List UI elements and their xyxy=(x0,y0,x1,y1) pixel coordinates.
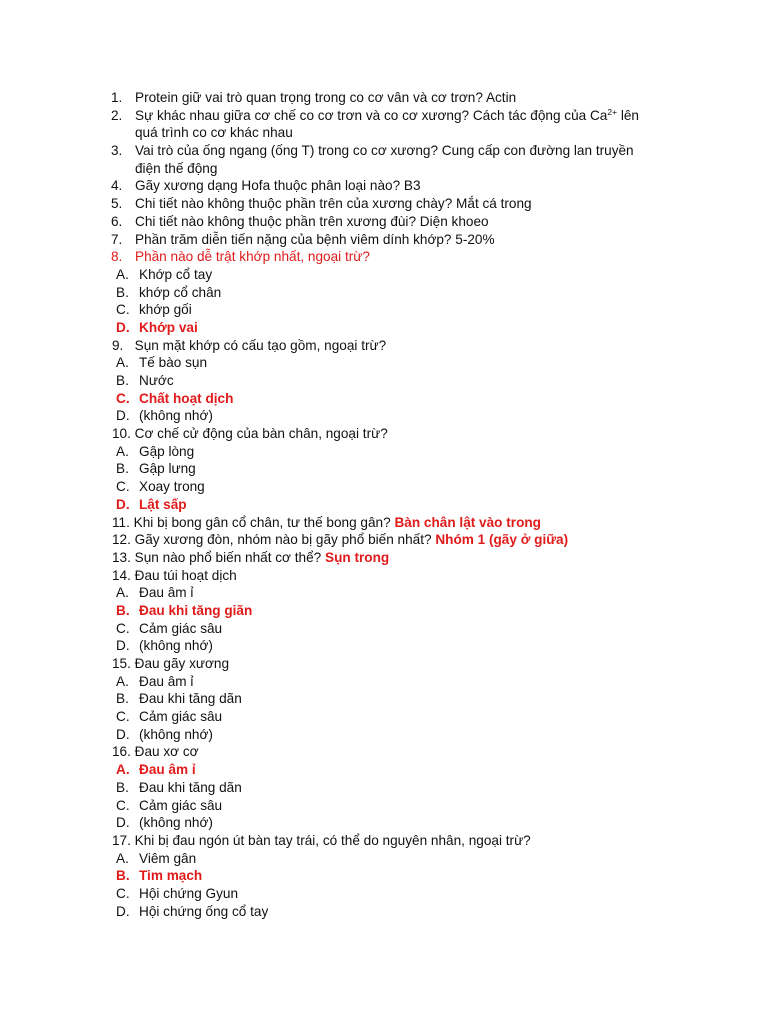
question-text: Vai trò của ống ngang (ống T) trong co cơ xương? Cung cấp con đường lan truyền xyxy=(135,143,634,159)
option-letter: C. xyxy=(116,302,130,318)
question-text: 15. Đau gãy xương xyxy=(112,656,230,671)
option-text: Xoay trong xyxy=(139,479,205,495)
option-text: Gập lòng xyxy=(139,443,195,459)
question-7 xyxy=(0,231,768,249)
question-text: 14. Đau túi hoạt dịch xyxy=(112,567,237,583)
option-text: (không nhớ) xyxy=(139,726,213,742)
option xyxy=(0,478,768,496)
question-text: 17. Khi bị đau ngón út bàn tay trái, có thể do nguyên nhân, ngoại trừ? xyxy=(112,832,531,848)
option-text: (không nhớ) xyxy=(139,815,213,831)
document-page xyxy=(0,89,768,920)
option-letter: D. xyxy=(116,319,130,335)
question-text: 10. Cơ chế cử động của bàn chân, ngoại trừ? xyxy=(112,426,388,442)
option-text: Cảm giác sâu xyxy=(139,797,223,813)
option xyxy=(0,885,768,903)
question-number: 4. xyxy=(111,178,123,194)
option-text: Đau âm ỉ xyxy=(139,585,194,601)
option xyxy=(0,584,768,602)
option-text: Tim mạch xyxy=(139,868,203,884)
option-letter: C. xyxy=(116,885,130,901)
option xyxy=(0,708,768,726)
option-text: Khớp cổ tay xyxy=(139,266,213,282)
option-correct xyxy=(0,496,768,514)
option-letter: C. xyxy=(116,797,130,813)
option-letter: C. xyxy=(116,390,130,406)
question-number: 2. xyxy=(111,107,123,123)
option xyxy=(0,903,768,921)
option-correct xyxy=(0,319,768,337)
option-text: Hội chứng ống cổ tay xyxy=(139,903,269,919)
option xyxy=(0,779,768,797)
option xyxy=(0,460,768,478)
option-text: Chất hoạt dịch xyxy=(139,390,234,406)
option xyxy=(0,850,768,868)
question-text: 16. Đau xơ cơ xyxy=(112,744,199,760)
question-number: 1. xyxy=(111,90,123,105)
option xyxy=(0,673,768,691)
question-4 xyxy=(0,177,768,195)
option-letter: A. xyxy=(116,673,129,689)
option-text: Đau âm ỉ xyxy=(139,673,194,689)
question-number: 5. xyxy=(111,196,123,212)
option-letter: A. xyxy=(116,355,129,371)
option-text: khớp cổ chân xyxy=(139,284,222,300)
question-number: 8. xyxy=(111,249,123,265)
question-11 xyxy=(0,514,768,532)
question-12 xyxy=(0,531,768,549)
option-letter: A. xyxy=(116,266,129,282)
option-text: Đau khi tăng dãn xyxy=(139,691,242,707)
option xyxy=(0,637,768,655)
question-text xyxy=(112,514,541,532)
option-letter: D. xyxy=(116,496,130,512)
option-letter: B. xyxy=(116,691,129,707)
option-letter: B. xyxy=(116,602,130,618)
answer-text: Bàn chân lật vào trong xyxy=(394,514,541,530)
option-text: khớp gối xyxy=(139,302,192,318)
question-text: Chi tiết nào không thuộc phần trên xương đùi? Diện khoeo xyxy=(135,213,489,229)
option-text: Tế bào sụn xyxy=(139,355,208,371)
question-9 xyxy=(0,337,768,355)
question-text xyxy=(112,531,568,549)
option-text: Đau khi tăng giãn xyxy=(139,602,253,618)
question-prompt: 11. Khi bị bong gân cổ chân, tư thế bong gân? xyxy=(112,514,395,530)
question-text: Chi tiết nào không thuộc phần trên của xương chày? Mắt cá trong xyxy=(135,196,532,212)
question-text: Protein giữ vai trò quan trọng trong co cơ vân và cơ trơn? Actin xyxy=(135,90,517,105)
question-text-part: lên xyxy=(617,107,639,123)
question-text: 9. Sụn mặt khớp có cấu tạo gồm, ngoại trừ? xyxy=(112,337,387,353)
option xyxy=(0,266,768,284)
option xyxy=(0,354,768,372)
question-number: 7. xyxy=(111,231,123,247)
option-text: (không nhớ) xyxy=(139,638,213,654)
option-correct xyxy=(0,761,768,779)
answer-text: Sụn trong xyxy=(325,549,390,565)
option xyxy=(0,726,768,744)
option-letter: A. xyxy=(116,585,129,601)
option-text: Gập lưng xyxy=(139,461,196,477)
question-16 xyxy=(0,743,768,761)
question-text: Phần nào dễ trật khớp nhất, ngoại trừ? xyxy=(135,249,370,265)
option-letter: A. xyxy=(116,762,130,778)
option xyxy=(0,284,768,302)
option-text: Viêm gân xyxy=(139,850,197,866)
question-15 xyxy=(0,655,768,673)
question-14 xyxy=(0,567,768,585)
question-1 xyxy=(0,89,768,107)
question-number: 6. xyxy=(111,213,123,229)
option-letter: B. xyxy=(116,461,129,477)
option-letter: C. xyxy=(116,479,130,495)
question-5 xyxy=(0,195,768,213)
option-letter: B. xyxy=(116,779,129,795)
option-letter: A. xyxy=(116,443,129,459)
option xyxy=(0,690,768,708)
option-letter: D. xyxy=(116,903,130,919)
question-prompt: 13. Sụn nào phổ biến nhất cơ thể? xyxy=(112,549,325,565)
question-number: 3. xyxy=(111,143,123,159)
option-text: Đau âm ỉ xyxy=(139,762,196,778)
question-17 xyxy=(0,832,768,850)
option-text: (không nhớ) xyxy=(139,408,213,424)
question-8 xyxy=(0,248,768,266)
question-text: quá trình co cơ khác nhau xyxy=(135,125,293,141)
option-letter: D. xyxy=(116,408,130,424)
option-text: Hội chứng Gyun xyxy=(139,885,239,901)
option xyxy=(0,797,768,815)
option-letter: C. xyxy=(116,620,130,636)
option xyxy=(0,620,768,638)
question-text: Phần trăm diễn tiến nặng của bệnh viêm dính khớp? 5-20% xyxy=(135,231,495,247)
question-text xyxy=(135,107,639,125)
option-correct xyxy=(0,390,768,408)
option-text: Khớp vai xyxy=(139,319,198,335)
answer-text: Nhóm 1 (gãy ở giữa) xyxy=(435,532,569,548)
question-13 xyxy=(0,549,768,567)
option-text: Cảm giác sâu xyxy=(139,620,223,636)
option-letter: D. xyxy=(116,638,130,654)
option xyxy=(0,443,768,461)
option-letter: B. xyxy=(116,284,129,300)
option-text: Đau khi tăng dãn xyxy=(139,779,242,795)
option-correct xyxy=(0,867,768,885)
question-text: Gãy xương dạng Hofa thuộc phân loại nào? B3 xyxy=(135,178,421,194)
question-text xyxy=(112,549,389,567)
question-3-continued xyxy=(0,160,768,178)
question-6 xyxy=(0,213,768,231)
option-text: Nước xyxy=(139,373,174,388)
question-10 xyxy=(0,425,768,443)
option-letter: B. xyxy=(116,868,130,884)
question-text: điện thế động xyxy=(135,160,218,176)
option xyxy=(0,814,768,832)
option-letter: D. xyxy=(116,726,130,742)
option xyxy=(0,301,768,319)
option-text: Lật sấp xyxy=(139,496,187,512)
option xyxy=(0,372,768,390)
option-letter: B. xyxy=(116,373,129,388)
superscript: 2+ xyxy=(607,106,618,117)
option-letter: D. xyxy=(116,815,130,831)
question-2-continued xyxy=(0,124,768,142)
question-prompt: 12. Gãy xương đòn, nhóm nào bị gãy phổ biến nhất? xyxy=(112,532,436,548)
question-2 xyxy=(0,107,768,125)
option xyxy=(0,407,768,425)
option-letter: A. xyxy=(116,850,129,866)
option-text: Cảm giác sâu xyxy=(139,709,223,725)
question-text-part: Sự khác nhau giữa cơ chế co cơ trơn và co cơ xương? Cách tác động của Ca xyxy=(135,107,608,123)
question-3 xyxy=(0,142,768,160)
option-correct xyxy=(0,602,768,620)
option-letter: C. xyxy=(116,709,130,725)
